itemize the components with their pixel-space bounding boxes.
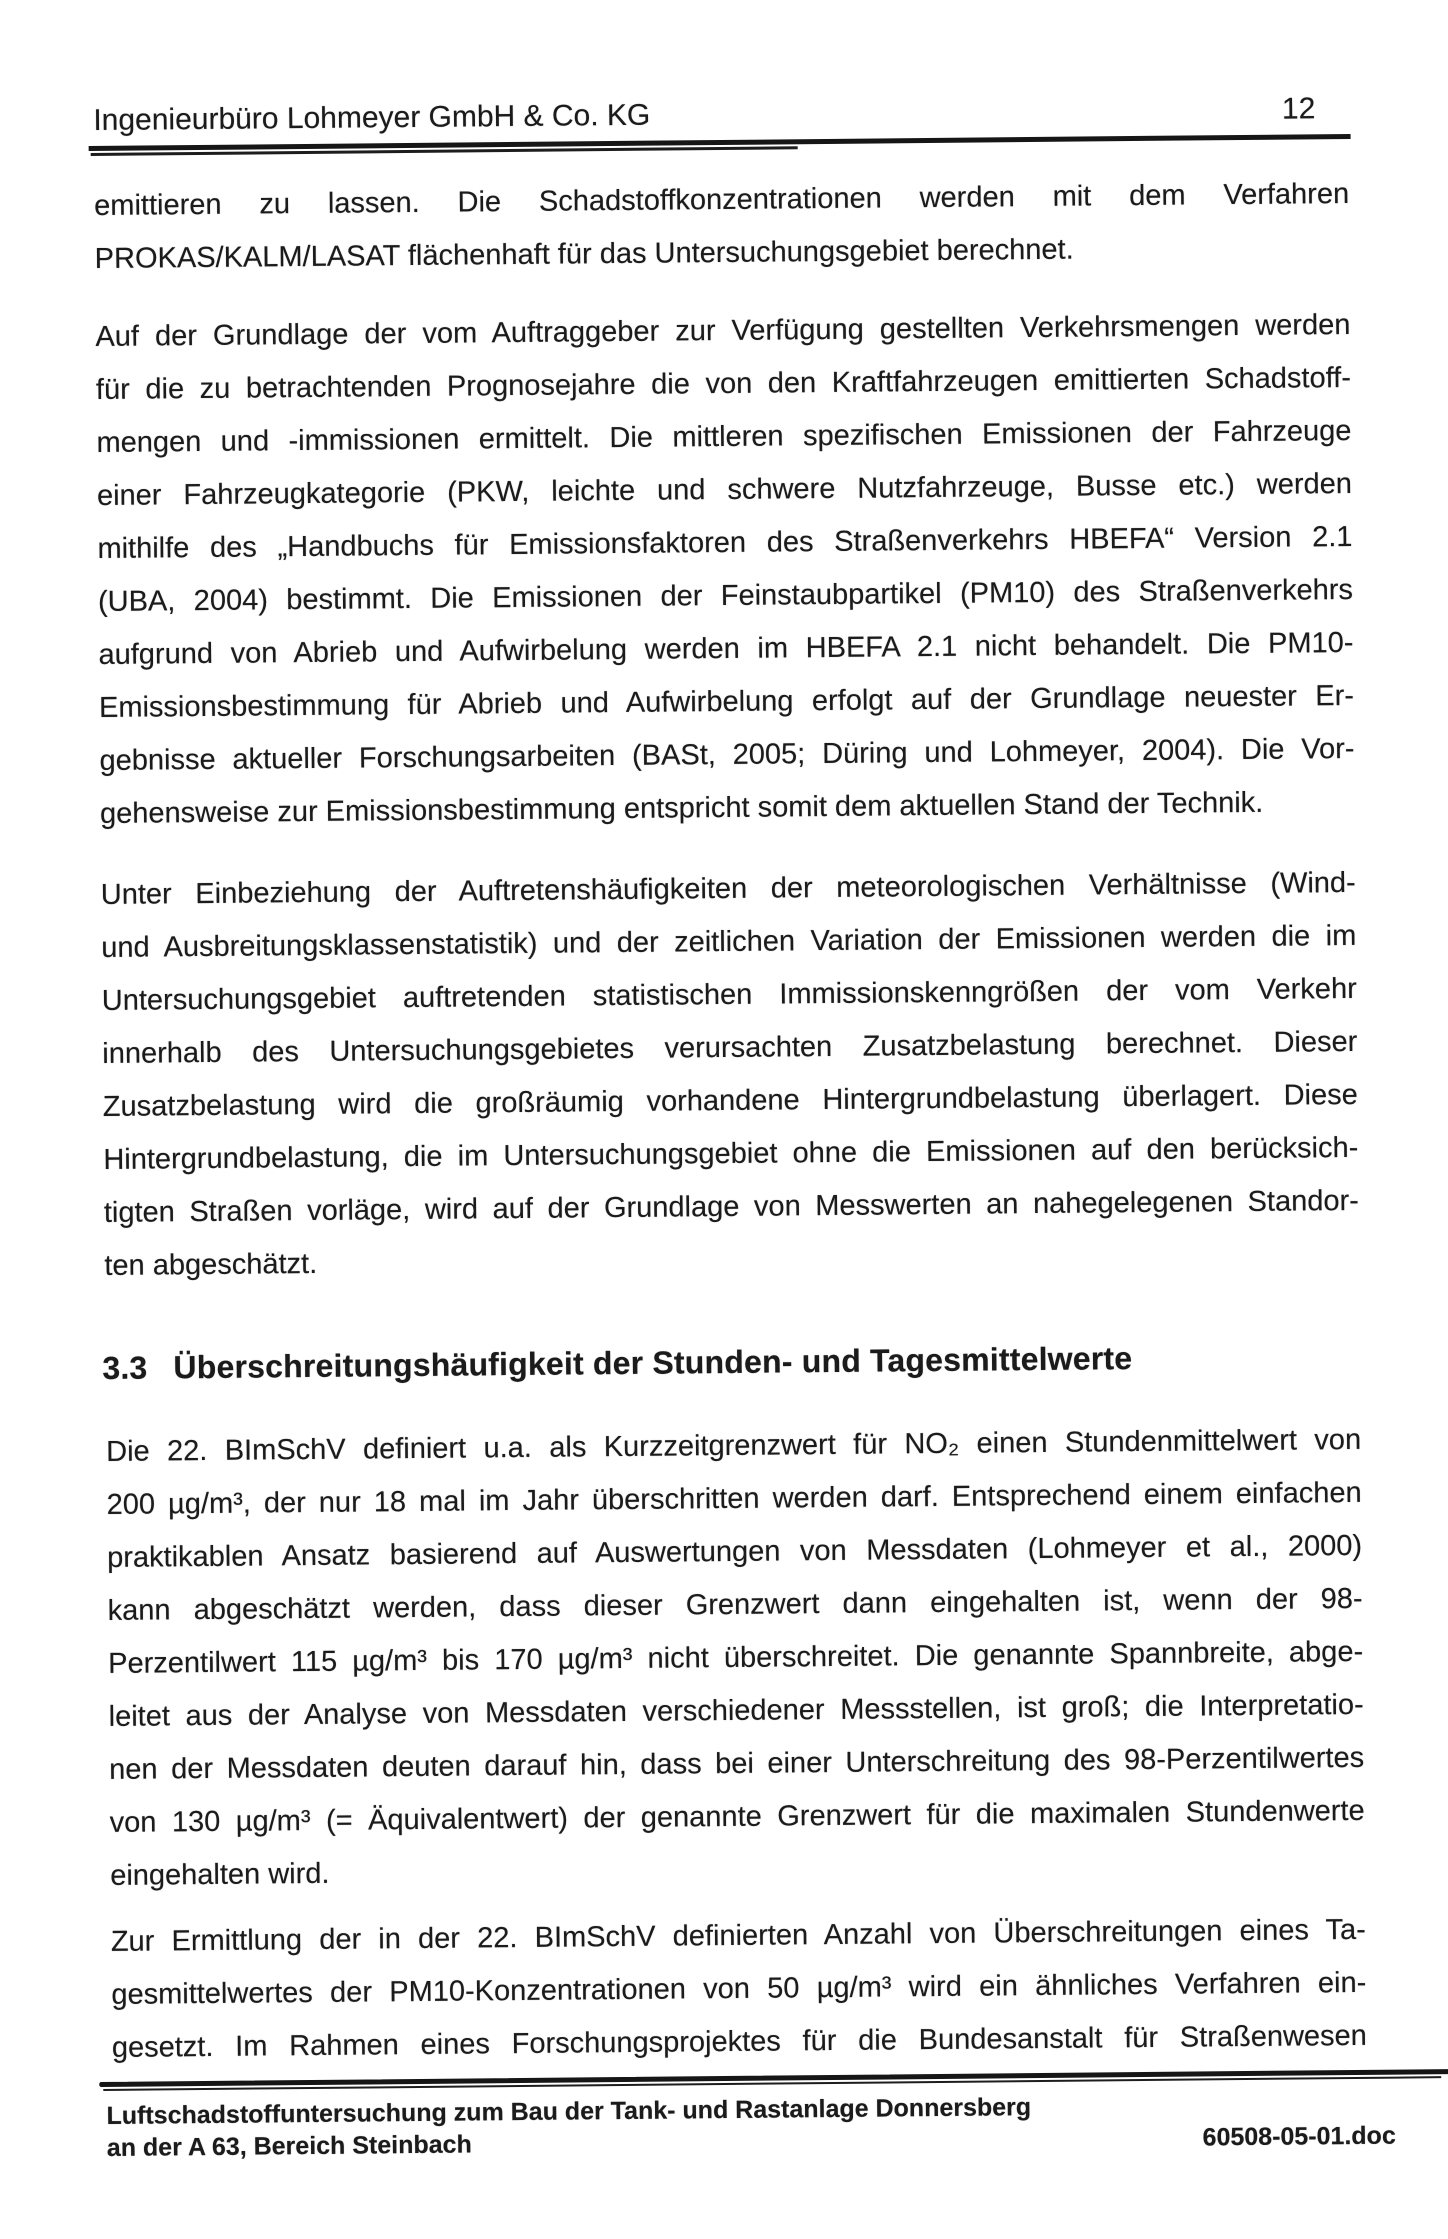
text-line: eingehalten wird. [110,1857,330,1892]
text-line: gesmittelwertes der PM10-Konzentrationen von 50 µg/m³ wird ein ähnliches Verfahren ein- [111,1966,1367,2011]
paragraph [95,299,1355,841]
text-line: leitet aus der Analyse von Messdaten verschiedener Messstellen, ist groß; die Interpretatio- [108,1688,1364,1733]
footer-project-line2: an der A 63, Bereich Steinbach [106,2130,472,2162]
text-line: und Ausbreitungsklassenstatistik) und der zeitlichen Variation der Emissionen werden die im [101,919,1357,964]
text-line: aufgrund von Abrieb und Aufwirbelung werden im HBEFA 2.1 nicht behandelt. Die PM10- [98,626,1354,671]
text-line: Unter Einbeziehung der Auftretenshäufigkeiten der meteorologischen Verhältnisse (Wind- [100,866,1356,911]
text-line: Hintergrundbelastung, die im Untersuchungsgebiet ohne die Emissionen auf den berücksich- [103,1131,1359,1176]
page-header [93,91,1315,139]
text-line: (UBA, 2004) bestimmt. Die Emissionen der Feinstaubpartikel (PM10) des Straßenverkehrs [97,573,1354,618]
text-line: Auf der Grundlage der vom Auftraggeber zur Verfügung gestellten Verkehrsmengen werden [95,308,1351,353]
text-line: PROKAS/KALM/LASAT flächenhaft für das Untersuchungsgebiet berechnet. [94,233,1074,276]
header-company: Ingenieurbüro Lohmeyer GmbH & Co. KG [93,98,651,138]
paragraph [94,168,1350,286]
text-line: nen der Messdaten deuten darauf hin, dass bei einer Unterschreitung des 98-Perzentilwertes [109,1741,1365,1786]
text-line: von 130 µg/m³ (= Äquivalentwert) der genannte Grenzwert für die maximalen Stundenwerte [109,1794,1365,1839]
section-heading [102,1334,1392,1390]
text-line: gehensweise zur Emissionsbestimmung entspricht somit dem aktuellen Stand der Technik. [99,786,1264,830]
text-line: gesetzt. Im Rahmen eines Forschungsprojektes für die Bundesanstalt für Straßenwesen [111,2019,1367,2064]
text-line: ten abgeschätzt. [104,1247,318,1282]
text-line: Die 22. BImSchV definiert u.a. als Kurzzeitgrenzwert für NO₂ einen Stundenmittelwert von [106,1423,1362,1468]
text-line: gebnisse aktueller Forschungsarbeiten (BASt, 2005; Düring und Lohmeyer, 2004). Die Vor- [99,732,1355,777]
paragraph [106,1414,1366,1903]
section-number: 3.3 [102,1349,148,1386]
text-line: innerhalb des Untersuchungsgebietes verursachten Zusatzbelastung berechnet. Dieser [102,1025,1358,1070]
paragraph [111,1904,1367,2075]
footer-project-line1: Luftschadstoffuntersuchung zum Bau der Tank- und Rastanlage Donnersberg [106,2093,1032,2130]
text-line: emittieren zu lassen. Die Schadstoffkonzentrationen werden mit dem Verfahren [94,177,1350,223]
text-line: mengen und -immissionen ermittelt. Die mittleren spezifischen Emissionen der Fahrzeuge [96,414,1352,459]
text-line: praktikablen Ansatz basierend auf Auswertungen von Messdaten (Lohmeyer et al., 2000) [107,1529,1363,1574]
text-line: 200 µg/m³, der nur 18 mal im Jahr überschritten werden darf. Entsprechend einem einfachen [106,1476,1362,1521]
header-page-number: 12 [1281,92,1316,126]
paragraph [101,857,1360,1293]
text-line: Untersuchungsgebiet auftretenden statistischen Immissionskenngrößen der vom Verkehr [101,972,1357,1017]
text-line: Emissionsbestimmung für Abrieb und Aufwirbelung erfolgt auf der Grundlage neuester Er- [98,679,1355,724]
text-line: kann abgeschätzt werden, dass dieser Grenzwert dann eingehalten ist, wenn der 98- [107,1582,1363,1627]
text-line: Zusatzbelastung wird die großräumig vorhandene Hintergrundbelastung überlagert. Diese [102,1078,1358,1123]
text-line: einer Fahrzeugkategorie (PKW, leichte und schwere Nutzfahrzeuge, Busse etc.) werden [96,467,1353,512]
text-line: mithilfe des „Handbuchs für Emissionsfaktoren des Straßenverkehrs HBEFA“ Version 2.1 [97,520,1353,565]
text-line: für die zu betrachtenden Prognosejahre die von den Kraftfahrzeugen emittierten Schadstoff- [95,361,1352,406]
text-line: tigten Straßen vorläge, wird auf der Grundlage von Messwerten an nahegelegenen Standor- [103,1184,1359,1229]
text-line: Zur Ermittlung der in der 22. BImSchV definierten Anzahl von Überschreitungen eines Ta- [110,1913,1366,1958]
section-title: Überschreitungshäufigkeit der Stunden- und Tagesmittelwerte [173,1340,1133,1386]
footer-doc-ref: 60508-05-01.doc [1202,2121,1396,2152]
text-line: Perzentilwert 115 µg/m³ bis 170 µg/m³ nicht überschreitet. Die genannte Spannbreite, abge- [108,1635,1364,1680]
